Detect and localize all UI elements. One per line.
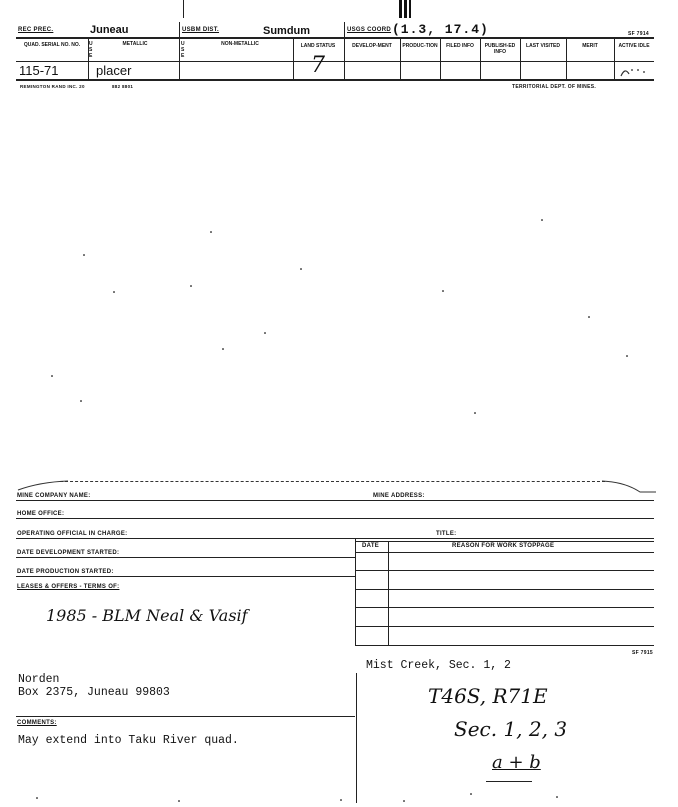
col-use-metallic: U S E	[89, 41, 93, 59]
form-number-top: SF 7914	[628, 31, 650, 37]
home-office-label: HOME OFFICE:	[17, 511, 65, 517]
location-typed: Mist Creek, Sec. 1, 2	[366, 659, 511, 672]
mine-company-label: MINE COMPANY NAME:	[17, 493, 91, 499]
col-last-visited: LAST VISITED	[526, 43, 560, 49]
department-label: TERRITORIAL DEPT. OF MINES.	[512, 84, 597, 90]
usbm-dist-value: Sumdum	[263, 25, 311, 37]
card-curl-left	[10, 478, 70, 494]
comments-label: COMMENTS:	[17, 720, 57, 726]
col-active-idle: ACTIVE IDLE	[618, 43, 650, 49]
leases-handwritten: 1985 - BLM Neal & Vasif	[46, 606, 248, 625]
comments-text: May extend into Taku River quad.	[18, 734, 239, 747]
col-development: DEVELOP-MENT	[352, 43, 392, 49]
date-column-header: DATE	[362, 543, 380, 549]
col-merit: MERIT	[582, 43, 598, 49]
owner-name: Norden	[18, 673, 60, 686]
rec-prec-label: REC PREC.	[18, 27, 54, 33]
printer-label: REMINGTON RAND INC. 20	[20, 84, 85, 89]
mine-address-label: MINE ADDRESS:	[373, 493, 425, 499]
reason-column-header: REASON FOR WORK STOPPAGE	[452, 543, 555, 549]
col-metallic: METALLIC	[122, 41, 148, 47]
title-label: TITLE:	[436, 531, 457, 537]
col-filed-info: FILED INFO	[446, 43, 474, 49]
operating-official-label: OPERATING OFFICIAL IN CHARGE:	[17, 531, 128, 537]
col-nonmetallic: NON-METALLIC	[221, 41, 259, 47]
form-number-back: SF 7915	[632, 650, 654, 656]
col-quad-serial: QUAD. SERIAL NO. NO.	[23, 42, 81, 48]
metallic-value: placer	[96, 63, 132, 78]
location-hand-3: a + b	[492, 752, 541, 773]
usgs-coord-value: (1.3, 17.4)	[392, 22, 489, 37]
active-idle-mark	[617, 64, 653, 80]
owner-address: Box 2375, Juneau 99803	[18, 686, 170, 699]
col-land-status: LAND STATUS	[300, 43, 336, 49]
col-use-nonmetallic: U S E	[181, 41, 185, 59]
prod-started-label: DATE PRODUCTION STARTED:	[17, 569, 114, 575]
quad-serial-value: 115-71	[19, 63, 59, 78]
usbm-dist-label: USBM DIST.	[182, 27, 220, 33]
location-hand-1: T46S, R71E	[428, 684, 548, 708]
rec-prec-value: Juneau	[90, 24, 129, 36]
usgs-coord-label: USGS COORD	[347, 27, 392, 33]
dev-started-label: DATE DEVELOPMENT STARTED:	[17, 550, 120, 556]
col-production: PRODUC-TION	[402, 43, 438, 49]
printer-codes: 882 8801	[112, 84, 134, 89]
land-status-mark: 7	[311, 53, 325, 78]
location-hand-2: Sec. 1, 2, 3	[454, 717, 568, 741]
col-published-info: PUBLISH-ED INFO	[484, 43, 516, 55]
card-curl-right	[600, 478, 660, 494]
leases-label: LEASES & OFFERS - TERMS OF:	[17, 584, 120, 590]
